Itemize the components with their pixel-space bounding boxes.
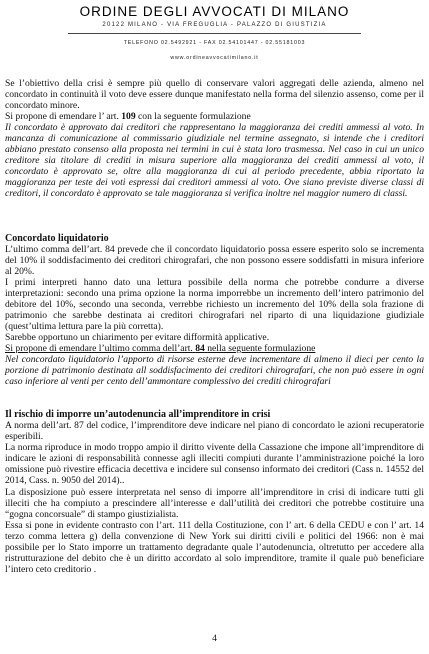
- page-number: 4: [212, 633, 217, 644]
- paragraph: Se l’obiettivo della crisi è sempre più quello di conservare valori aggregati delle azienda, almeno nel concordato in continuità il voto deve essere dunque manifestato nella forma del silenzio assenso, come per il concordato minore.: [5, 78, 424, 112]
- spacer: [5, 387, 424, 409]
- letterhead-divider: [68, 33, 361, 34]
- paragraph: A norma dell’art. 87 del codice, l’imprenditore deve indicare nel piano di concordato le azioni recuperatorie esperibili.: [5, 420, 424, 443]
- paragraph: La disposizione può essere interpretata nel senso di imporre all’imprenditore in crisi di indicare tutti gli illeciti che ha compiuto a prescindere all’interesse e dall’utilità dei creditori che potrebbe costituire una “gogna concorsuale” di stampo giustizialista.: [5, 486, 424, 520]
- proposal-text: Si propone di emendare l’ art.: [5, 111, 119, 123]
- proposed-wording-84: Nel concordato liquidatorio l’apporto di risorse esterne deve incrementare di almeno il dieci per cento la porzione di patrimonio destinata all soddisfacimento dei creditori chirografari, che non può essere in ogni caso inferiore al venti per cento dell’ammontare complessivo dei crediti chirografari: [5, 354, 424, 388]
- paragraph: L’ultimo comma dell’art. 84 prevede che il concordato liquidatorio possa essere esperito solo se incrementa del 10% il soddisfacimento dei creditori chirografari, che non possono essere soddisfatti in misura inferiore al 20%.: [5, 243, 424, 277]
- amendment-proposal-84: [5, 343, 424, 354]
- proposal-text: con la seguente formulazione: [138, 111, 251, 123]
- paragraph: La norma riproduce in modo troppo ampio il diritto vivente della Cassazione che impone all’imprenditore di indicare le azioni di responsabilità connesse agli illeciti compiuti durante l’amministrazione poiché la loro omissione può rivestire efficacia decettiva e incidere sul consenso informato dei creditori (Cass n. 14552 del 2014, Cass. n. 9050 del 2014)..: [5, 442, 424, 487]
- spacer: [5, 200, 424, 233]
- article-number: 109: [121, 111, 136, 123]
- paragraph: Sarebbe opportuno un chiarimento per evitare difformità applicative.: [5, 331, 270, 343]
- section-heading: Il rischio di imporre un’autodenuncia all’imprenditore in crisi: [5, 409, 271, 421]
- letterhead: [0, 0, 429, 72]
- proposal-text: nella seguente formulazione: [207, 342, 316, 354]
- letterhead-website: www.ordineavvocatimilano.it: [170, 55, 259, 61]
- paragraph: I primi interpreti hanno dato una lettura possibile della norma che potrebbe condurre a diverse interpretazioni: secondo una prima opzione la norma imporrebbe un incremento dell’intero patrimonio del debitore del 10%, secondo una seconda, verrebbe richiesto un incremento del 10% della sola frazione di patrimonio che sarebbe destinata ai creditori chirografari nel riparto di una liquidazione giudiziale (quest’ultima lettura pare la più corretta).: [5, 276, 424, 332]
- section-heading: Concordato liquidatorio: [5, 232, 109, 244]
- proposed-wording-109: Il concordato è approvato dai creditori che rappresentano la maggioranza dei crediti ammessi al voto. In mancanza di comunicazione al commissario giudiziale nel termine assegnato, si intende che i creditori abbiano prestato consenso alla proposta nei termini in cui è stata loro trasmessa. Nel caso in cui un unico creditore sia titolare di crediti in misura superiore alla maggioranza dei crediti ammessi al voto, il concordato è approvato se, oltre alla maggioranza di cui al periodo precedente, abbia riportato la maggioranza per teste dei voti espressi dai creditori ammessi al voto. Ove siano previste diverse classi di creditori, il concordato è approvato se tale maggioranza si verifica inoltre nel maggior numero di classi.: [5, 122, 424, 200]
- letterhead-address: 20122 MILANO - VIA FREGUGLIA - PALAZZO DI GIUSTIZIA: [102, 22, 327, 28]
- article-number: 84: [195, 342, 205, 354]
- letterhead-phones: TELEFONO 02.5492921 - FAX 02.54101447 - 02.55181003: [123, 40, 306, 46]
- letterhead-title: ORDINE DEGLI AVVOCATI DI MILANO: [79, 4, 350, 19]
- amendment-proposal-109: [5, 111, 424, 122]
- document-body: [5, 78, 424, 575]
- paragraph: Essa si pone in evidente contrasto con l’art. 111 della Costituzione, con l’ art. 6 della CEDU e con l’ art. 14 terzo comma lettera g) della convenzione di New York sui diritti civili e politici del 1966: non è mai possibile per lo Stato imporre un trattamento degradante quale l’autodenuncia, oltretutto per accedere alla ristrutturazione del debito che è un diritto accordato al solo imprenditore, tramite il quale può beneficiare l’intero ceto creditorio .: [5, 519, 424, 575]
- proposal-text: Si propone di emendare l’ultimo comma dell’art.: [5, 342, 193, 354]
